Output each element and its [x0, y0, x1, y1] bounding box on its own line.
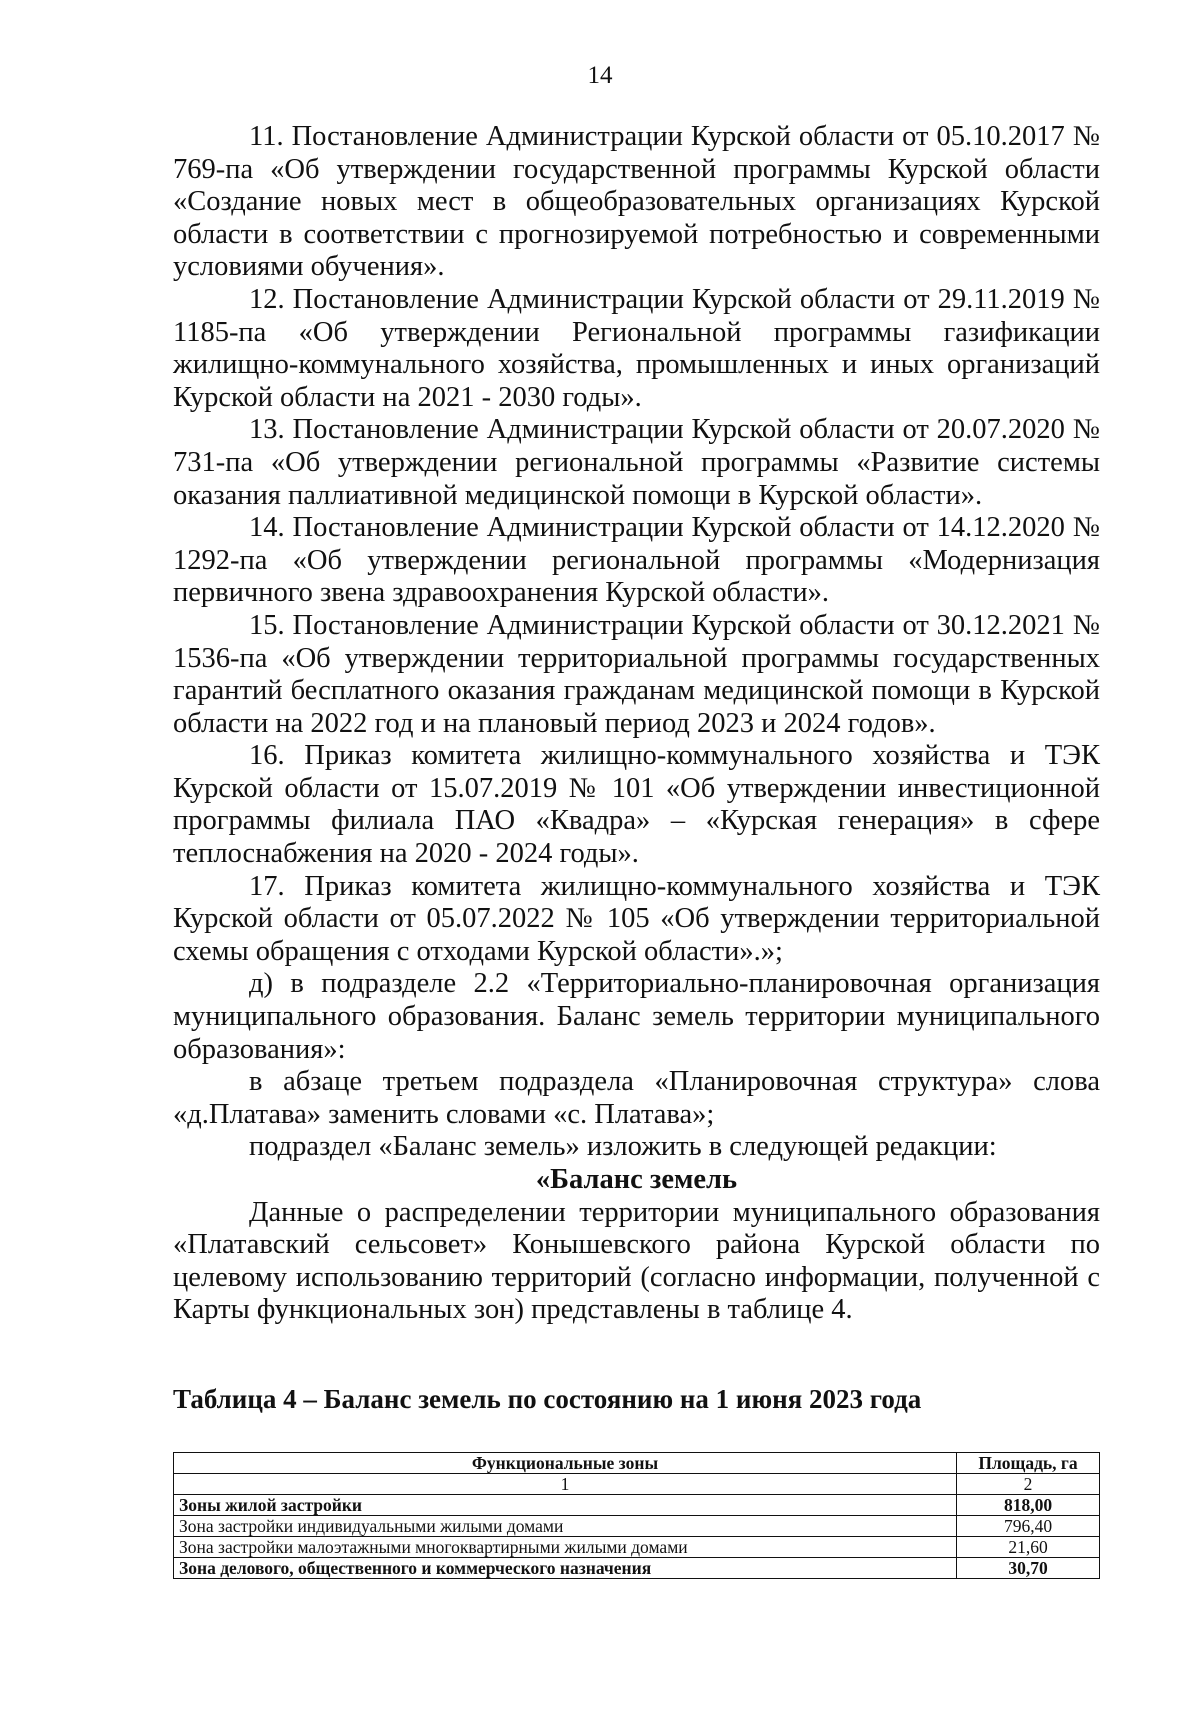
zone-cell: Зона застройки индивидуальными жилыми домами	[174, 1516, 957, 1537]
paragraph-replace-words: в абзаце третьем подраздела «Планировочная структура» слова «д.Платава» заменить словами «с. Платава»;	[173, 1066, 1100, 1130]
zone-cell: Зона делового, общественного и коммерческого назначения	[174, 1558, 957, 1579]
table-header-row	[174, 1453, 1100, 1474]
document-body	[173, 121, 1100, 1327]
land-balance-table	[173, 1452, 1100, 1579]
column-number-2: 2	[957, 1474, 1100, 1495]
area-cell: 30,70	[957, 1558, 1100, 1579]
paragraph-item-16: 16. Приказ комитета жилищно-коммунального хозяйства и ТЭК Курской области от 15.07.2019 № 101 «Об утверждении инвестиционной программы филиала ПАО «Квадра» – «Курская генерация» в сфере теплоснабжения на 2020 - 2024 годы».	[173, 740, 1100, 870]
column-number-row	[174, 1474, 1100, 1495]
table-row	[174, 1558, 1100, 1579]
paragraph-land-data: Данные о распределении территории муниципального образования «Платавский сельсовет» Конышевского района Курской области по целевому использованию территорий (согласно информации, полученной с Карты функциональных зон) представлены в таблице 4.	[173, 1196, 1100, 1326]
paragraph-item-13: 13. Постановление Администрации Курской области от 20.07.2020 № 731-па «Об утверждении региональной программы «Развитие системы оказания паллиативной медицинской помощи в Курской области».	[173, 414, 1100, 511]
zone-cell: Зона застройки малоэтажными многоквартирными жилыми домами	[174, 1537, 957, 1558]
table-row	[174, 1516, 1100, 1537]
column-header-area: Площадь, га	[957, 1453, 1100, 1474]
area-cell: 21,60	[957, 1537, 1100, 1558]
column-number-1: 1	[174, 1474, 957, 1495]
table-row	[174, 1495, 1100, 1516]
column-header-zones: Функциональные зоны	[174, 1453, 957, 1474]
paragraph-item-17: 17. Приказ комитета жилищно-коммунального хозяйства и ТЭК Курской области от 05.07.2022 № 105 «Об утверждении территориальной схемы обращения с отходами Курской области».»;	[173, 870, 1100, 967]
page-number: 14	[587, 62, 613, 89]
section-heading: «Баланс земель	[535, 1164, 738, 1195]
zone-cell: Зоны жилой застройки	[174, 1495, 957, 1516]
paragraph-new-edition: подраздел «Баланс земель» изложить в следующей редакции:	[249, 1131, 997, 1163]
paragraph-item-14: 14. Постановление Администрации Курской области от 14.12.2020 № 1292-па «Об утверждении региональной программы «Модернизация первичного звена здравоохранения Курской области».	[173, 512, 1100, 609]
table-row	[174, 1537, 1100, 1558]
area-cell: 818,00	[957, 1495, 1100, 1516]
paragraph-subsection-d: д) в подразделе 2.2 «Территориально-планировочная организация муниципального образования. Баланс земель территории муниципального образования»:	[173, 968, 1100, 1065]
paragraph-item-11: 11. Постановление Администрации Курской области от 05.10.2017 № 769-па «Об утверждении государственной программы Курской области «Создание новых мест в общеобразовательных организациях Курской области в соответствии с прогнозируемой потребностью и современными условиями обучения».	[173, 121, 1100, 283]
table-title: Таблица 4 – Баланс земель по состоянию на 1 июня 2023 года	[173, 1384, 922, 1414]
area-cell: 796,40	[957, 1516, 1100, 1537]
paragraph-item-15: 15. Постановление Администрации Курской области от 30.12.2021 № 1536-па «Об утверждении территориальной программы государственных гарантий бесплатного оказания гражданам медицинской помощи в Курской области на 2022 год и на плановый период 2023 и 2024 годов».	[173, 609, 1100, 739]
paragraph-item-12: 12. Постановление Администрации Курской области от 29.11.2019 № 1185-па «Об утверждении Региональной программы газификации жилищно-коммунального хозяйства, промышленных и иных организаций Курской области на 2021 - 2030 годы».	[173, 283, 1100, 413]
